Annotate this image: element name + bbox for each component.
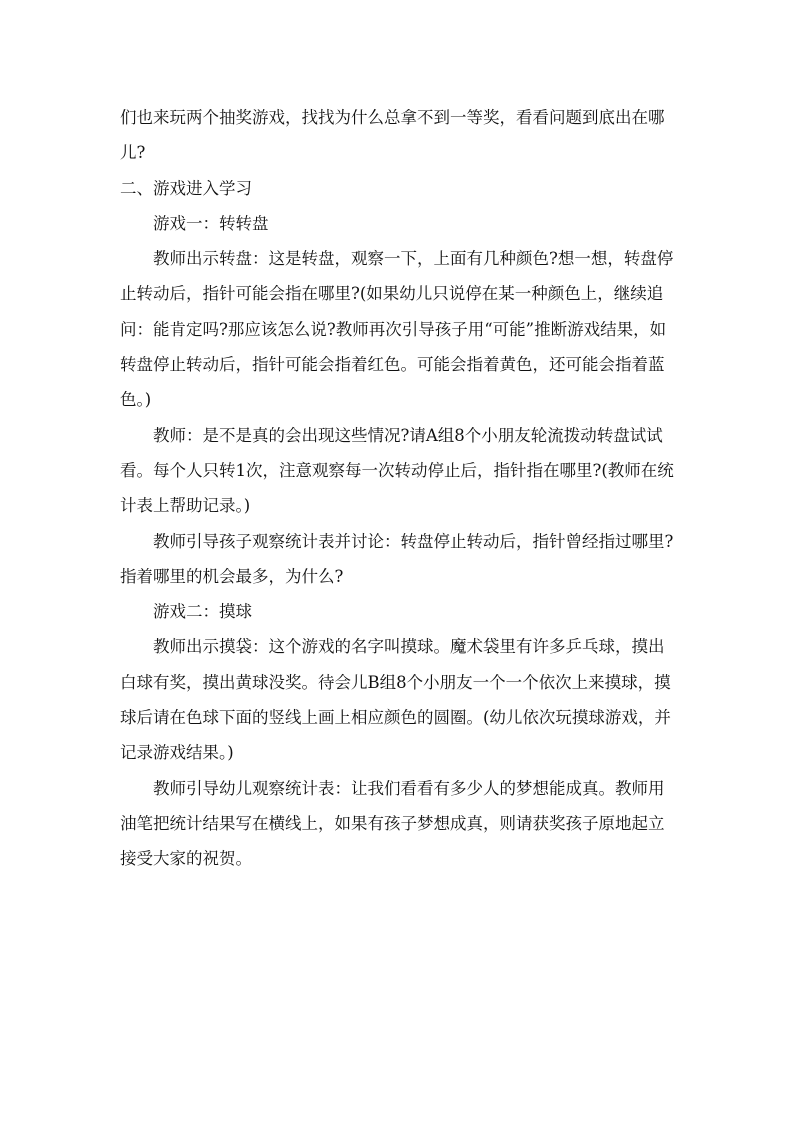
paragraph-group-a-spin: 教师：是不是真的会出现这些情况?请A组8个小朋友轮流拨动转盘试试看。每个人只转1次，注意观察每一次转动停止后，指针指在哪里?(教师在统计表上帮助记录。) (120, 425, 674, 516)
section-heading-game-learning: 二、游戏进入学习 (120, 178, 252, 198)
paragraph-turntable-discussion: 教师引导孩子观察统计表并讨论：转盘停止转动后，指针曾经指过哪里?指着哪里的机会最多，为什么? (120, 531, 674, 586)
paragraph-ball-draw-results: 教师引导幼儿观察统计表：让我们看看有多少人的梦想能成真。教师用油笔把统计结果写在横线上，如果有孩子梦想成真，则请获奖孩子原地起立接受大家的祝贺。 (120, 778, 665, 869)
paragraph-turntable-intro: 教师出示转盘：这是转盘，观察一下，上面有几种颜色?想一想，转盘停止转动后，指针可能会指在哪里?(如果幼儿只说停在某一种颜色上，继续追问：能肯定吗?那应该怎么说?教师再次引导孩子用“可能”推断游戏结果，如转盘停止转动后，指针可能会指着红色。可能会指着黄色，还可能会指着蓝色。) (120, 249, 674, 410)
document-body (120, 100, 680, 877)
subheading-game-one: 游戏一：转转盘 (153, 213, 269, 233)
paragraph-intro-continuation: 们也来玩两个抽奖游戏，找找为什么总拿不到一等奖，看看问题到底出在哪儿? (120, 108, 665, 163)
subheading-game-two: 游戏二：摸球 (153, 602, 252, 622)
paragraph-ball-draw-intro: 教师出示摸袋：这个游戏的名字叫摸球。魔术袋里有许多乒乓球，摸出白球有奖，摸出黄球没奖。待会儿B组8个小朋友一个一个依次上来摸球，摸球后请在色球下面的竖线上画上相应颜色的圆圈。(幼儿依次玩摸球游戏，并记录游戏结果。) (120, 637, 671, 763)
